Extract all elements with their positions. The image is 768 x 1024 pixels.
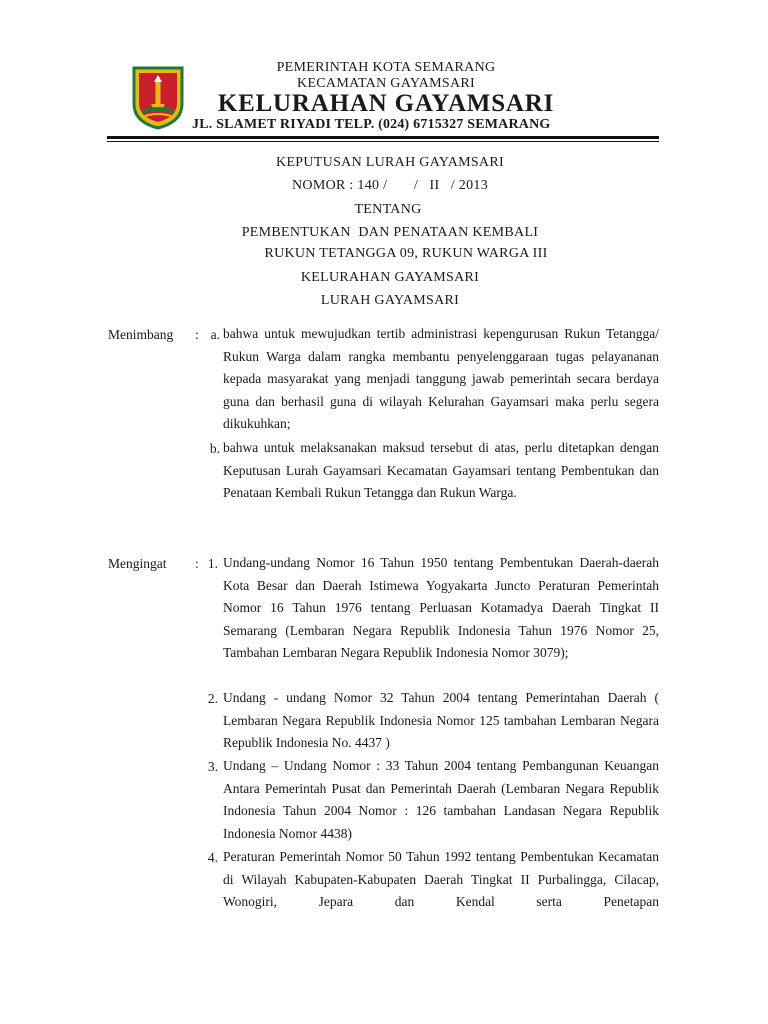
mengingat-marker: 4.	[207, 850, 218, 865]
menimbang-item: bahwa untuk mewujudkan tertib administrasi kepengurusan Rukun Tetangga/ Rukun Warga dalam rangka membantu penyelenggaraan tugas pelayananan kepada masyarakat yang menjadi tanggung jawab pemerintah secara berdaya guna dan berhasil guna di wilayah Kelurahan Gayamsari maka perlu segera dikukuhkan;	[223, 326, 659, 432]
letterhead-rule-thin	[107, 141, 659, 142]
decree-subject-line-1: PEMBENTUKAN DAN PENATAAN KEMBALI	[241, 225, 539, 240]
mengingat-item: Undang-undang Nomor 16 Tahun 1950 tentang Pembentukan Daerah-daerah Kota Besar dan Daerah Istimewa Yogyakarta Juncto Peraturan Pemerintah Nomor 16 Tahun 1976 tentang Perluasan Kotamadya Daerah Tingkat II Semarang (Lembaran Negara Republik Indonesia Tahun 1976 Nomor 25, Tambahan Lembaran Negara Republik Indonesia Nomor 3079);	[223, 555, 659, 661]
menimbang-marker: a.	[210, 327, 220, 342]
menimbang-marker: b.	[209, 441, 220, 456]
mengingat-item: Undang – Undang Nomor : 33 Tahun 2004 tentang Pembangunan Keuangan Antara Pemerintah Pusat dan Pemerintah Daerah (Lembaran Negara Republik Indonesia Tahun 2004 Nomor : 126 tambahan Landasan Negara Republik Indonesia Nomor 4438)	[223, 758, 659, 841]
mengingat-marker: 2.	[207, 691, 218, 706]
mengingat-colon: :	[195, 556, 199, 571]
semarang-emblem-icon	[131, 66, 185, 130]
mengingat-marker: 3.	[207, 759, 218, 774]
mengingat-item: Undang - undang Nomor 32 Tahun 2004 tentang Pemerintahan Daerah ( Lembaran Negara Republik Indonesia Nomor 125 tambahan Lembaran Negara Republik Indonesia No. 4437 )	[223, 690, 659, 751]
government-name: PEMERINTAH KOTA SEMARANG	[276, 60, 496, 75]
decree-title: KEPUTUSAN LURAH GAYAMSARI	[276, 155, 504, 170]
decree-issuer: LURAH GAYAMSARI	[320, 293, 460, 308]
decree-subject-line-3: KELURAHAN GAYAMSARI	[300, 270, 480, 285]
mengingat-item: Peraturan Pemerintah Nomor 50 Tahun 1992 tentang Pembentukan Kecamatan di Wilayah Kabupaten-Kabupaten Daerah Tingkat II Purbalingga, Cilacap, Wonogiri, Jepara dan Kendal serta Penetapan	[223, 849, 659, 910]
mengingat-marker: 1.	[207, 556, 218, 571]
decree-subject-line-2: RUKUN TETANGGA 09, RUKUN WARGA III	[264, 246, 548, 261]
district-name: KECAMATAN GAYAMSARI	[297, 76, 475, 91]
menimbang-item: bahwa untuk melaksanakan maksud tersebut di atas, perlu ditetapkan dengan Keputusan Lurah Gayamsari Kecamatan Gayamsari tentang Pembentukan dan Penataan Kembali Rukun Tetangga dan Rukun Warga.	[223, 440, 659, 501]
decree-number: NOMOR : 140 / / II / 2013	[292, 178, 488, 193]
menimbang-label: Menimbang	[108, 327, 174, 342]
address-line: JL. SLAMET RIYADI TELP. (024) 6715327 SEMARANG	[192, 117, 551, 132]
mengingat-label: Mengingat	[108, 556, 167, 571]
kelurahan-name: KELURAHAN GAYAMSARI	[217, 90, 555, 117]
menimbang-colon: :	[195, 327, 199, 342]
decree-about: TENTANG	[354, 202, 422, 217]
letterhead-rule-thick	[107, 136, 659, 139]
